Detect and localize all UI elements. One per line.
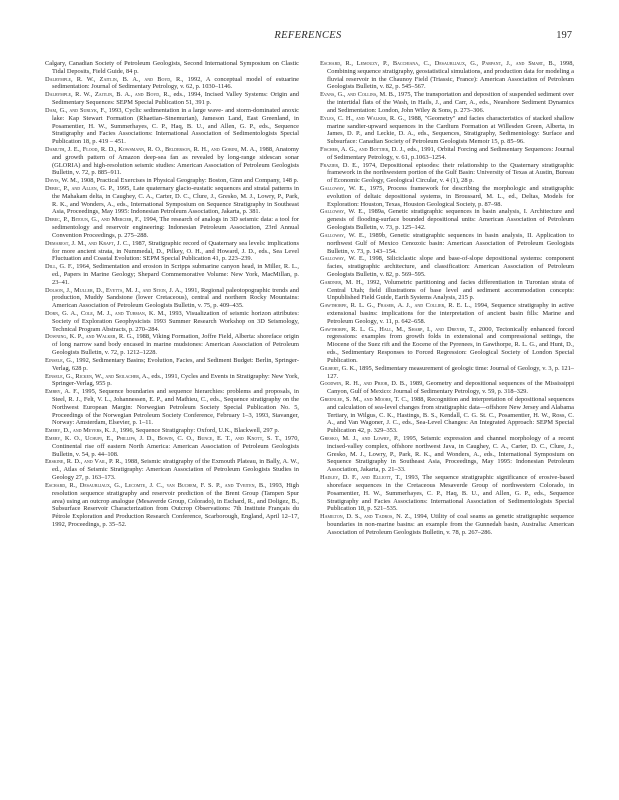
reference-text: 1992, Volumetric partitioning and facies differentiation in Turonian strata of Central Utah; field illustrations of base level and sediment accommodation concepts: Unpublished Field Guide, Earth Systems Analysis, 215 p. — [327, 278, 574, 302]
reference-entry — [45, 435, 299, 458]
reference-authors: Debec, P., and Allen, G. P., — [45, 185, 115, 192]
reference-entry — [320, 91, 574, 114]
reference-entry — [320, 279, 574, 302]
reference-entry — [320, 146, 574, 162]
reference-text: 1988, "Geometry" and facies characteristics of stacked shallow marine sandier-upward sequences in the Cardium Formation at Willesden Green, Alberta, in James, D. P., and Leckie, D. A., eds., Sequences, Stratigraphy, Sedimentology: Surface and Subsurface: Canadian Society of Petroleum Geologists Memoir 15, p. 85–96. — [327, 114, 574, 146]
reference-text: 1987, Stratigraphic record of Quaternary sea levels: implications for more ancient strata, in Nummedal, D., Pilkey, O. H., and Howard, J. D., eds., Sea Level Fluctuation and Coastal Evolution: SEPM Special Publication 41, p. 223–239. — [52, 239, 299, 263]
reference-entry — [320, 435, 574, 474]
reference-text: 1988, Recognition and interpretation of depositional sequences and calculation of sea-level changes from stratigraphic data—offshore New Jersey and Alabama Tertiary, in Wilgus, C. K., Hastings, B. S., Kendall, C. G. St. C., Posamentier, H. W., Ross, C. A., and Van Wagoner, J. C., eds., Sea-Level Changes: An Integrated Approach: SEPM Special Publication 42, p. 329–353. — [327, 395, 574, 435]
reference-text: 1975, Process framework for describing the morphologic and stratigraphic evolution of deltaic depositional systems, in Broussard, M. L., ed., Deltas, Models for Exploration: Houston, Texas, Houston Geological Society, p. 87–98. — [327, 185, 574, 208]
reference-authors: Gawthorpe, R. L. G., Fraser, A. J., and Collier, R. E. L., — [320, 302, 472, 310]
reference-authors: Eschard, R., Desaubliaux, G., Lecomte, J. C., van Buchem, F. S. P., and Tveiten, B., — [45, 481, 267, 489]
reference-entry — [45, 240, 299, 263]
reference-authors: Frazier, D. E., — [320, 161, 360, 169]
reference-authors: Emery, D., and Meyers, K. J., — [45, 427, 119, 435]
reference-text: 1995, Late quaternary glacio-eustatic sequences and stratal patterns in the Mahakam delta, in Caughey, C. A., Carter, D. C., Clure, J., Gresko, M. J., Lowry, P., Park, R. K., and Wonders, A., eds., International Symposium on Sequence Stratigraphy in Southeast Asia, Proceedings, May 1995: Indonesian Petroleum Association, Jakarta, p. 381. — [52, 185, 299, 216]
reference-entry — [45, 76, 299, 92]
reference-text: 1998, Combining sequence stratigraphy, geostatistical simulations, and production data for modeling a fluvial reservoir in the Chaunoy Field (Triassic, France): American Association of Petroleum Geologists Bulletin, v. 82, p. 545–567. — [327, 60, 575, 91]
reference-text: 1994, Utility of coal seams as genetic stratigraphic sequence boundaries in non-marine basins: an example from the Gunnedah basin, Australia: American Association of Petroleum Geologists Bulletin, v. 78, p. 267–286. — [327, 513, 574, 536]
reference-entry — [320, 513, 574, 536]
reference-text: 1992, A conceptual model of estuarine sedimentation: Journal of Sedimentary Petrology, v. 62, p. 1030–1146. — [52, 75, 299, 91]
reference-entry — [320, 162, 574, 185]
reference-authors: Fischer, A. G., and Bottjer, D. J., — [320, 145, 406, 153]
reference-text: eds., 1991, Cycles and Events in Stratigraphy: New York, Springer-Verlag, 955 p. — [52, 372, 299, 388]
reference-authors: Gardner, M. H., — [320, 278, 364, 286]
reference-entry — [320, 208, 574, 231]
reference-authors: Dorn, G. A., Cole, M. J., and Tubman, K. M., — [45, 310, 167, 317]
reference-entry — [320, 255, 574, 278]
reference-text: 1995, Sequence boundaries and sequence hierarchies: problems and proposals, in Steel, R. J., Felt, V. L., Johannessen, E. P., and Mathieu, C., eds., Sequence stratigraphy on the Northwest European Margin: Norwegian Petroleum Society Special Publication No. 5, Proceedings of the Norwegian Petroleum Society Conference, February 1–3, 1993, Stavanger, Norway: Amsterdam, Elsevier, p. 1–11. — [52, 388, 299, 427]
reference-authors: Dam, G., and Surlyk, F., — [45, 106, 107, 114]
reference-text: 1964, Sedimentation and erosion in Scripps submarine canyon head, in Miller, R. L., ed., Papers in Marine Geology; Shepard Commemorative Volume: New York, MacMillan, p. 23–41. — [52, 263, 300, 286]
reference-entry — [320, 60, 574, 91]
reference-entry — [320, 474, 574, 513]
reference-text: eds., 1994, Incised Valley Systems: Origin and Sedimentary Sequences: SEPM Special Publication 51, 391 p. — [52, 91, 300, 107]
reference-entry — [320, 365, 574, 381]
reference-entry — [320, 380, 574, 396]
reference-entry — [45, 388, 299, 427]
reference-authors: Galloway, W. E., — [320, 231, 366, 239]
reference-entry — [320, 396, 574, 435]
reference-entry — [45, 373, 299, 389]
reference-authors: Dalrymple, R. W., Zaitlin, B. A., and Boyd, R., — [45, 75, 184, 83]
reference-entry — [320, 326, 574, 365]
reference-authors: Dalrymple, R. W., Zaitlin, B. A., and Boyd, R., — [45, 91, 171, 99]
reference-authors: Galloway, W. E., — [320, 185, 367, 192]
reference-authors: Einsele, G., — [45, 356, 75, 364]
reference-text: 1988, Viking Formation, Joffre Field, Alberta: shoreface origin of long narrow sand body encased in marine mudstones: American Association of Petroleum Geologists Bulletin, v. 72, p. 1212–1228. — [52, 333, 299, 357]
reference-authors: Erskine, R. D., and Vail, P. R., — [45, 458, 123, 466]
reference-text: 2000, Tectonically enhanced forced regressions: examples from growth folds in extensional and compressional settings, the Miocene of the Suez rift and the Eocene of the Pyrenees, in Gawthorpe, R. L. G., and Hunt, D., eds., Sedimentary Responses to Forced Regression: Geological Society of London Special Publication. — [327, 325, 574, 364]
reference-text: eds., 1991, Orbital Forcing and Sedimentary Sequences: Journal of Sedimentary Petrology, v. 61, p.1063–1254. — [327, 145, 574, 161]
reference-authors: Emery, K. O., Uchupi, E., Phillips, J. D., Bowin, C. O., Bunce, E. T., and Knott, S. T., — [45, 435, 282, 442]
reference-entry — [45, 458, 299, 481]
reference-authors: Dill, G. F., — [45, 263, 75, 271]
reference-text: 1989a, Genetic stratigraphic sequences in basin analysis, I. Architecture and genesis of flooding-surface bounded depositional units: American Association of Petroleum Geologists Bulletin, v. 73, p. 125–142. — [327, 208, 575, 232]
reference-entry — [320, 115, 574, 146]
reference-entry — [45, 185, 299, 216]
reference-text: Calgary, Canadian Society of Petroleum Geologists, Second International Symposium on Clastic Tidal Deposits, Field Guide, 84 p. — [45, 60, 299, 75]
reference-entry — [320, 185, 574, 208]
reference-authors: Eyles, C. H., and Walker, R. G., — [320, 114, 406, 122]
reference-authors: Gilbert, G. K., — [320, 364, 358, 372]
reference-entry — [45, 263, 299, 286]
reference-entry — [45, 216, 299, 239]
reference-text: 1994, Sequence stratigraphy in active extensional basins: implications for the interpretation of ancient basin fills: Marine and Petroleum Geology, v. 11, p. 642–658. — [327, 302, 574, 325]
reference-text: 1908, Practical Exercises in Physical Geography: Boston, Ginn and Company, 148 p. — [79, 177, 299, 185]
reference-entry — [320, 302, 574, 325]
reference-authors: Embry, A. F., — [45, 388, 80, 396]
reference-authors: Debec, P., Bitoun, G., and Mercier, F., — [45, 216, 142, 224]
reference-text: 1970, Continental rise off eastern North America: American Association of Petroleum Geologists Bulletin, v. 54, p. 44–108. — [52, 435, 299, 458]
reference-text: 1988, Anatomy and growth pattern of Amazon deep-sea fan as revealed by long-range sidescan sonar (GLORIA) and high-resolution seismic studies: American Association of Petroleum Geologists Bulletin, v. 72, p. 885–911. — [52, 145, 299, 177]
reference-text: 1993, Visualization of seismic horizon attributes: Society of Exploration Geophysicists 1993 Summer Research Workshop on 3D Seismology, Technical Program Abstracts, p. 270–284. — [52, 310, 299, 333]
reference-entry — [45, 287, 299, 310]
reference-entry — [320, 232, 574, 255]
reference-text: 1993, The sequence stratigraphic significance of erosive-based shoreface sequences in the Cretaceous Mesaverde Group of northwestern Colorado, in Posamentier, H. W., Summerhayes, C. P., Haq, B. U., and Allen, G. P., eds., Sequence Stratigraphy and Facies Associations: International Association of Sedimentologists Special Publication 18, p. 521–535. — [327, 474, 575, 513]
reference-text: 1995, Seismic expression and channel morphology of a recent incised-valley complex, offshore northwest Java, in Caughey, C. A., Carter, D. C., Clure, J., Gresko, M. J., Lowry, P., Park, R. K., and Wonders, A., eds., International Symposium on Sequence Stratigraphy in Southeast Asia, Proceedings, May 1995: Indonesian Petroleum Association, Jakarta, p. 21–33. — [327, 435, 574, 474]
reference-authors: Demarest, J. M., and Kraft, J. C., — [45, 239, 131, 247]
reference-entry — [45, 357, 299, 373]
reference-text: 1989b, Genetic stratigraphic sequences in basin analysis, II. Application to northwest Gulf of Mexico Cenozoic basin: American Association of Petroleum Geologists Bulletin, v. 73, p. 143–154. — [327, 231, 575, 255]
reference-text: 1994, The research of analogs in 3D seismic data: a tool for sedimentology and reservoir engineering: Indonesian Petroleum Association, 23rd Annual Convention Proceedings, p. 275–288. — [52, 216, 299, 239]
reference-text: 1993, High resolution sequence stratigraphy and reservoir prediction of the Brent Group (Tampen Spur area) using an outcrop analogue (Mesaverde Group, Colorado), in Eschard, R., and Doligez, B., Subsurface Reservoir Characterization from Outcrop Observations: 7th Institute Français du Pétrole Exploration and Production Research Conference, Scarborough, England, April 12–17, 1992, Proceedings, p. 35–52. — [52, 481, 300, 528]
reference-entry — [45, 482, 299, 529]
reference-text: 1996, Sequence Stratigraphy: Oxford, U.K., Blackwell, 297 p. — [118, 427, 280, 435]
reference-text: 1993, Cyclic sedimentation in a large wave- and storm-dominated anoxic lake: Kap Stewart Formation (Rhaetian–Sinemurian), Jameson Land, East Greenland, in Posamentier, H. W., Summerhayes, C. P., Haq, B. U., and Allen, G. P., eds., Sequence Stratigraphy and Facies Associations: International Association of Sedimentologists Special Publication 18, p. 419 – 451. — [52, 106, 299, 146]
reference-authors: Galloway, W. E., — [320, 255, 366, 263]
reference-text: 1988, Seismic stratigraphy of the Exmouth Plateau, in Bally, A. W., ed., Atlas of Seismic Stratigraphy: American Association of Petroleum Geologists Studies in Geology 27, p. 163–173. — [52, 458, 299, 482]
reference-column-left — [45, 60, 299, 529]
reference-authors: Eschard, R., Lemouzy, P., Bacchiana, C., Desaubliaux, G., Parpant, J., and Smart, B., — [320, 60, 556, 67]
reference-entry — [45, 333, 299, 356]
reference-authors: Damuth, J. E., Flood, R. D., Kowsmann, R. O., Belderson, R. H., and Gorini, M. A., — [45, 145, 258, 153]
reference-authors: Gawthorpe, R. L. G., Hall, M., Sharp, I., and Dreyer, T., — [320, 325, 476, 333]
running-header — [44, 30, 572, 44]
running-title: REFERENCES — [274, 30, 342, 41]
reference-text: 1998, Siliciclastic slope and base-of-slope depositional systems: component facies, stratigraphic architecture, and classification: American Association of Petroleum Geologists Bulletin, v. 82, p. 569–595. — [327, 255, 574, 278]
reference-authors: Einsele, G., Ricken, W., and Seilacher, A., — [45, 372, 150, 380]
reference-text: 1991, Regional paleotopographic trends and production, Muddy Sandstone (lower Cretaceous), central and northern Rocky Mountains: American Association of Petroleum Geologists Bulletin, v. 75, p. 409–435. — [52, 286, 299, 310]
reference-text: 1895, Sedimentary measurement of geologic time: Journal of Geology, v. 3, p. 121–127. — [327, 364, 574, 380]
reference-text: 1989, Geometry and depositional sequences of the Mississippi Canyon, Gulf of Mexico: Journal of Sedimentary Petrology, v. 59, p. 318–329. — [327, 380, 574, 396]
reference-authors: Hadley, D. F., and Elliott, T., — [320, 474, 402, 482]
reference-column-right — [320, 60, 574, 537]
reference-entry — [45, 310, 299, 333]
reference-text: 1992, Sedimentary Basins; Evolution, Facies, and Sediment Budget: Berlin, Springer-Verlag, 628 p. — [52, 356, 299, 372]
reference-text: 1975, The transportation and deposition of suspended sediment over the intertidal flats of the Wash, in Hails, J., and Carr, A., eds., Nearshore Sediment Dynamics and Sedimentation: London, John Wiley & Sons, p. 273–306. — [327, 91, 574, 114]
page-number: 197 — [556, 30, 572, 41]
reference-entry — [45, 427, 299, 435]
reference-authors: Gresko, M. J., and Lowry, P., — [320, 435, 401, 442]
reference-authors: Davis, W. M., — [45, 177, 80, 185]
reference-entry — [45, 107, 299, 146]
reference-authors: Greenlee, S. M., and Moore, T. C., — [320, 395, 409, 403]
reference-authors: Hamilton, D. S., and Tadros, N. Z., — [320, 513, 412, 521]
reference-entry — [45, 91, 299, 107]
reference-entry — [45, 146, 299, 177]
reference-authors: Galloway, W. E., — [320, 208, 366, 216]
reference-authors: Evans, G., and Collins, M. B., — [320, 91, 397, 99]
reference-entry — [45, 177, 299, 185]
reference-authors: Downing, K. P., and Walker, R. G., — [45, 333, 135, 341]
reference-text: 1974, Depositional episodes: their relationship to the Quaternary stratigraphic framework in the northwestern portion of the Gulf Basin: University of Texas at Austin, Bureau of Economic Geology, Geological Circular, v. 4 (1), 28 p. — [327, 161, 574, 185]
reference-authors: Goodwin, R. H., and Prior, D. B., — [320, 380, 408, 388]
reference-entry — [45, 60, 299, 76]
reference-authors: Dolson, J., Muller, D., Evetts, M. J., and Stein, J. A., — [45, 286, 183, 294]
